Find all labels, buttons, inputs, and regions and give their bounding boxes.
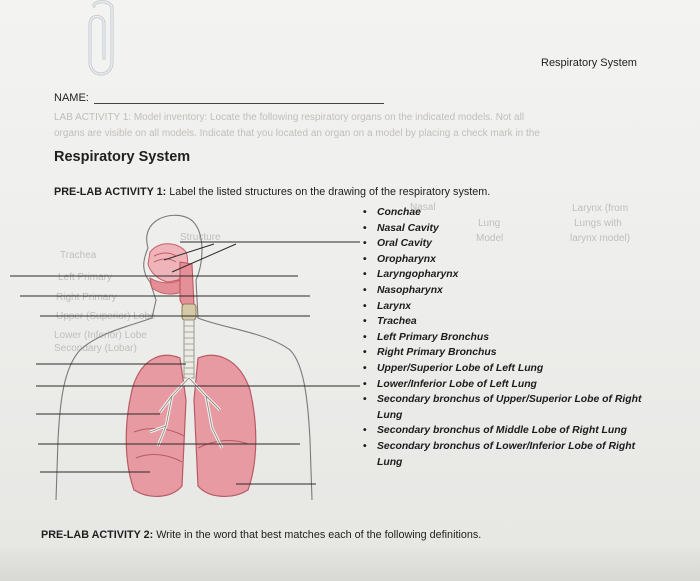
list-item: • Nasopharynx xyxy=(363,283,648,299)
name-input-line[interactable] xyxy=(94,103,384,104)
bleed-text: Upper (Superior) Lobe xyxy=(56,311,156,322)
activity1-instructions xyxy=(54,186,490,198)
activity1-text: Label the listed structures on the drawing of the respiratory system. xyxy=(169,186,491,198)
list-item: • Lower/Inferior Lobe of Left Lung xyxy=(363,377,648,393)
list-item: • Secondary bronchus of Middle Lobe of Right Lung xyxy=(363,423,648,439)
bleed-text: Model xyxy=(476,233,504,244)
list-item: • Upper/Superior Lobe of Left Lung xyxy=(363,361,648,377)
activity2-text: Write in the word that best matches each of the following definitions. xyxy=(156,529,482,541)
page-bottom-shadow xyxy=(0,548,700,581)
bleed-text: Lower (Inferior) Lobe xyxy=(54,330,147,341)
bleed-text: LAB ACTIVITY 1: Model inventory: Locate the following respiratory organs on the indicated models. Not all xyxy=(54,112,525,123)
list-item: • Oropharynx xyxy=(363,252,648,268)
section-title: Respiratory System xyxy=(54,149,191,165)
structure-list xyxy=(363,205,648,470)
bleed-text: Nasal xyxy=(410,202,436,213)
paper-clip-icon xyxy=(84,0,122,96)
bleed-text: organs are visible on all models. Indicate that you located an organ on a model by placing a check mark in the xyxy=(54,128,540,139)
list-item: • Oral Cavity xyxy=(363,236,648,252)
activity2-label: PRE-LAB ACTIVITY 2: xyxy=(41,529,154,541)
bleed-text: Larynx (from xyxy=(572,203,629,214)
bleed-text: Lung xyxy=(478,218,501,229)
bleed-text: Left Primary xyxy=(58,272,112,283)
list-item: • Trachea xyxy=(363,314,648,330)
bleed-text: Lungs with xyxy=(574,218,622,229)
name-label: NAME: xyxy=(54,92,89,104)
bleed-text: Trachea xyxy=(60,250,97,261)
list-item: • Left Primary Bronchus xyxy=(363,330,648,346)
bleed-text: Right Primary xyxy=(56,292,117,303)
bleed-text: Structure xyxy=(180,232,221,243)
list-item: • Larynx xyxy=(363,299,648,315)
list-item: • Right Primary Bronchus xyxy=(363,345,648,361)
list-item: • Laryngopharynx xyxy=(363,267,648,283)
list-item: • Nasal Cavity xyxy=(363,221,648,237)
list-item: • Conchae xyxy=(363,205,648,221)
activity2-instructions xyxy=(41,529,481,541)
respiratory-diagram xyxy=(0,200,380,510)
list-item: • Secondary bronchus of Lower/Inferior Lobe of Right Lung xyxy=(363,439,648,470)
list-item: • Secondary bronchus of Upper/Superior Lobe of Right Lung xyxy=(363,392,648,423)
activity1-label: PRE-LAB ACTIVITY 1: xyxy=(54,186,167,198)
bleed-text: larynx model) xyxy=(570,233,631,244)
page-header-title: Respiratory System xyxy=(541,57,637,69)
bleed-text: Secondary (Lobar) xyxy=(54,343,137,354)
